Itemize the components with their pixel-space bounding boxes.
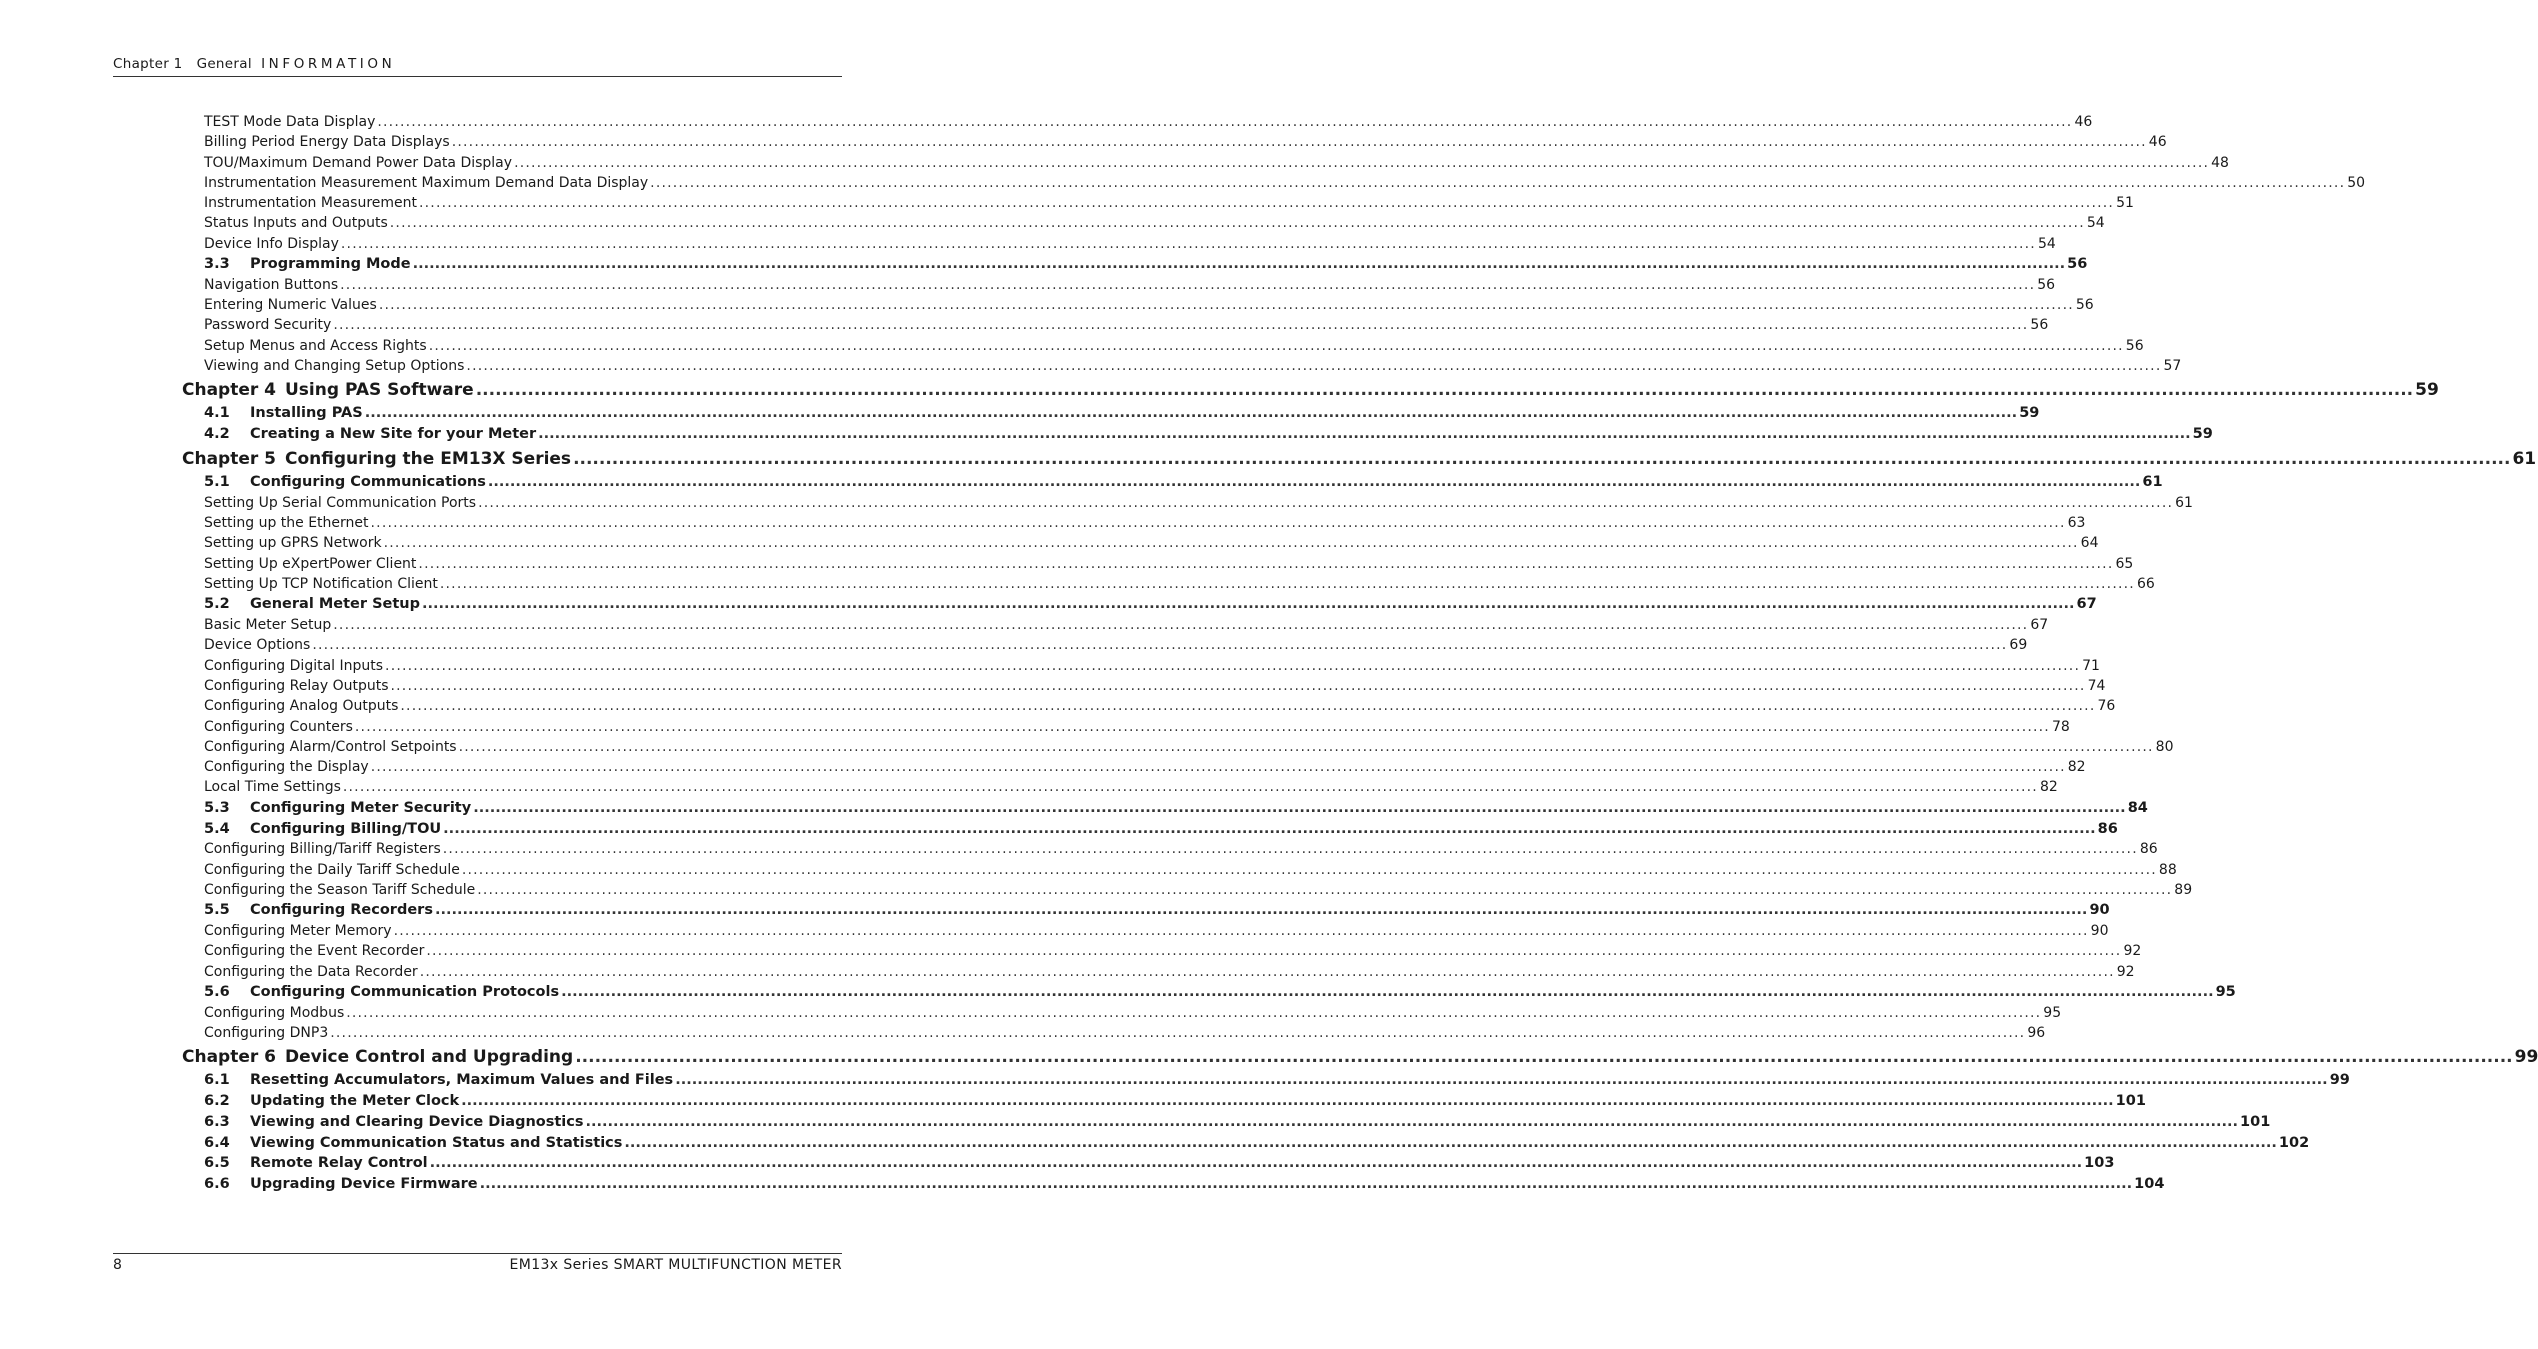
toc-entry-title	[204, 759, 371, 775]
toc-entry-label: Setting Up eXpertPower Client	[204, 555, 417, 572]
toc-entry[interactable]	[204, 902, 2110, 923]
toc-entry-title	[204, 134, 452, 150]
toc-entry-page: 57	[2163, 358, 2182, 375]
toc-entry-label: Instrumentation Measurement Maximum Demand Data Display	[204, 174, 649, 191]
toc-entry-title	[204, 515, 371, 531]
toc-entry-title	[204, 1135, 624, 1151]
toc-entry-page: 90	[2089, 902, 2110, 919]
toc-entry-title	[204, 256, 413, 272]
toc-entry-title	[204, 617, 333, 633]
toc-entry-title	[204, 175, 650, 191]
toc-entry[interactable]	[204, 718, 2070, 739]
leader-dots: ............................................................................................................................................................................................................................................................................................................	[418, 555, 2114, 572]
toc-entry-label: Creating a New Site for your Meter	[250, 426, 537, 443]
leader-dots: ............................................................................................................................................................................................................................................................................................................	[538, 426, 2191, 443]
toc-entry-label: Setup Menus and Access Rights	[204, 337, 427, 354]
toc-entry[interactable]	[204, 820, 2118, 842]
toc-entry-label: Viewing and Clearing Device Diagnostics	[250, 1113, 584, 1130]
leader-dots: ............................................................................................................................................................................................................................................................................................................	[400, 698, 2096, 715]
toc-entry-label: Configuring DNP3	[204, 1024, 329, 1041]
toc-entry-label: Viewing Communication Status and Statistics	[250, 1134, 623, 1151]
toc-entry-label: Setting Up Serial Communication Ports	[204, 494, 477, 511]
toc-entry-title	[204, 338, 429, 354]
toc-entry-title	[204, 1176, 480, 1192]
toc-entry-page: 104	[2134, 1176, 2165, 1193]
toc-entry-number: 5.4	[204, 820, 230, 837]
leader-dots: ............................................................................................................................................................................................................................................................................................................	[479, 1176, 2133, 1193]
toc-entry[interactable]	[204, 297, 2094, 317]
leader-dots: ............................................................................................................................................................................................................................................................................................................	[575, 1047, 2513, 1068]
toc-entry-label: Billing Period Energy Data Displays	[204, 134, 450, 151]
toc-entry-label: TEST Mode Data Display	[204, 114, 376, 130]
toc-entry-page: 99	[2329, 1072, 2350, 1089]
leader-dots: ............................................................................................................................................................................................................................................................................................................	[573, 448, 2511, 469]
toc-entry-page: 67	[2030, 617, 2049, 634]
toc-entry-title	[204, 297, 379, 313]
toc-entry-page: 80	[2155, 738, 2174, 755]
toc-entry-number: 6.4	[204, 1134, 230, 1151]
toc-entry-title	[204, 155, 514, 171]
toc-entry[interactable]	[204, 235, 2056, 256]
toc-entry-title	[204, 1155, 430, 1171]
toc-entry-page: 76	[2097, 698, 2116, 715]
toc-entry-page: 88	[2158, 861, 2177, 878]
leader-dots: ............................................................................................................................................................................................................................................................................................................	[419, 195, 2115, 212]
toc-entry[interactable]	[204, 759, 2086, 779]
toc-entry[interactable]	[204, 657, 2100, 678]
toc-entry[interactable]	[204, 515, 2086, 535]
toc-entry[interactable]	[204, 1072, 2350, 1093]
toc-entry-number: 6.2	[204, 1093, 230, 1110]
toc-entry-title	[204, 576, 440, 592]
toc-entry[interactable]	[204, 256, 2088, 277]
toc-entry[interactable]	[204, 698, 2116, 718]
toc-entry-page: 59	[2415, 380, 2439, 401]
toc-entry-page: 102	[2278, 1134, 2310, 1151]
toc-entry-title	[204, 841, 443, 857]
toc-entry[interactable]	[204, 841, 2158, 861]
header-chapter: Chapter 1	[113, 56, 183, 72]
toc-entry-page: 66	[2136, 575, 2155, 592]
toc-entry-label: Device Options	[204, 637, 311, 654]
toc-entry[interactable]	[204, 637, 2028, 657]
table-of-contents	[0, 114, 2538, 1197]
toc-entry[interactable]	[204, 405, 2040, 426]
toc-entry-page: 48	[2211, 154, 2229, 171]
leader-dots: ............................................................................................................................................................................................................................................................................................................	[624, 1134, 2277, 1151]
toc-entry-title	[204, 405, 365, 421]
toc-entry-page: 46	[2148, 134, 2167, 151]
toc-entry-title	[204, 964, 420, 980]
toc-entry-label: Basic Meter Setup	[204, 617, 332, 634]
leader-dots: ............................................................................................................................................................................................................................................................................................................	[461, 861, 2157, 878]
toc-entry-page: 56	[2075, 297, 2094, 314]
toc-entry-page: 101	[2240, 1113, 2271, 1130]
leader-dots: ............................................................................................................................................................................................................................................................................................................	[393, 922, 2089, 939]
toc-entry[interactable]	[182, 1047, 2538, 1072]
toc-entry-label: Configuring Communications	[250, 473, 486, 490]
toc-entry-label: Setting up the Ethernet	[204, 515, 369, 532]
toc-entry-label: General Meter Setup	[250, 596, 420, 613]
leader-dots: ............................................................................................................................................................................................................................................................................................................	[443, 820, 2096, 837]
leader-dots: ............................................................................................................................................................................................................................................................................................................	[340, 276, 2036, 293]
toc-entry[interactable]	[204, 861, 2177, 882]
toc-entry-title	[204, 902, 435, 918]
toc-entry-label: Configuring Meter Security	[250, 799, 472, 816]
toc-entry-page: 50	[2347, 174, 2366, 191]
toc-entry[interactable]	[204, 154, 2229, 175]
toc-entry-number: 3.3	[204, 256, 230, 273]
toc-entry-page: 96	[2027, 1024, 2046, 1041]
toc-entry-label: Device Control and Upgrading	[285, 1047, 574, 1068]
toc-entry-page: 51	[2116, 195, 2134, 212]
leader-dots: ............................................................................................................................................................................................................................................................................................................	[451, 134, 2147, 151]
toc-entry-page: 54	[2037, 235, 2056, 252]
toc-entry-title	[204, 1005, 346, 1021]
toc-entry-page: 99	[2514, 1047, 2538, 1068]
leader-dots: ............................................................................................................................................................................................................................................................................................................	[333, 617, 2029, 634]
toc-entry-label: Configuring the Season Tariff Schedule	[204, 881, 476, 898]
toc-entry-number: 4.2	[204, 426, 230, 443]
toc-entry-page: 56	[2125, 337, 2144, 354]
toc-entry[interactable]	[204, 1024, 2046, 1045]
toc-entry-label: Configuring Recorders	[250, 902, 433, 919]
toc-entry[interactable]	[204, 426, 2213, 447]
leader-dots: ............................................................................................................................................................................................................................................................................................................	[461, 1093, 2114, 1110]
toc-entry-page: 69	[2009, 637, 2028, 654]
toc-entry-page: 61	[2142, 473, 2163, 490]
leader-dots: ............................................................................................................................................................................................................................................................................................................	[419, 963, 2115, 980]
leader-dots: ............................................................................................................................................................................................................................................................................................................	[330, 1024, 2026, 1041]
toc-entry-page: 59	[2192, 426, 2213, 443]
leader-dots: ............................................................................................................................................................................................................................................................................................................	[342, 779, 2038, 796]
toc-entry-label: Configuring Relay Outputs	[204, 677, 389, 694]
leader-dots: ............................................................................................................................................................................................................................................................................................................	[514, 154, 2210, 171]
toc-entry-label: Setting up GPRS Network	[204, 535, 382, 552]
toc-entry-label: Configuring Meter Memory	[204, 922, 392, 939]
header-section-caps: INFORMATION	[261, 56, 396, 72]
toc-entry-title	[204, 215, 390, 231]
toc-entry[interactable]	[182, 448, 2537, 474]
toc-entry[interactable]	[204, 1093, 2146, 1114]
toc-entry-page: 86	[2097, 820, 2118, 837]
leader-dots: ............................................................................................................................................................................................................................................................................................................	[429, 1155, 2083, 1172]
toc-entry-page: 61	[2512, 448, 2537, 469]
leader-dots: ............................................................................................................................................................................................................................................................................................................	[385, 657, 2081, 674]
toc-entry[interactable]	[204, 596, 2097, 617]
toc-entry[interactable]	[204, 276, 2056, 297]
toc-entry-page: 103	[2084, 1155, 2115, 1172]
toc-entry-page: 92	[2123, 943, 2142, 960]
toc-entry-title	[204, 495, 478, 511]
toc-entry[interactable]	[204, 535, 2099, 555]
toc-entry-title	[204, 739, 459, 755]
toc-entry-label: Installing PAS	[250, 405, 363, 422]
leader-dots: ............................................................................................................................................................................................................................................................................................................	[412, 256, 2066, 273]
toc-entry[interactable]	[204, 575, 2155, 596]
toc-entry-page: 82	[2039, 779, 2058, 796]
toc-entry-number: 5.5	[204, 902, 230, 919]
toc-entry-label: Configuring the Data Recorder	[204, 963, 418, 980]
toc-entry-page: 56	[2030, 317, 2049, 334]
toc-entry-page: 61	[2175, 494, 2193, 511]
toc-entry-page: 86	[2139, 841, 2158, 858]
toc-entry-label: Device Info Display	[204, 235, 339, 252]
toc-entry-page: 71	[2082, 657, 2100, 674]
toc-entry[interactable]	[204, 677, 2106, 698]
toc-entry-label: Configuring the Display	[204, 759, 369, 776]
toc-entry[interactable]	[204, 943, 2142, 963]
leader-dots: ............................................................................................................................................................................................................................................................................................................	[650, 174, 2346, 191]
toc-entry[interactable]	[204, 1113, 2271, 1135]
toc-entry-title	[204, 658, 385, 674]
leader-dots: ............................................................................................................................................................................................................................................................................................................	[442, 841, 2138, 858]
toc-entry-label: Local Time Settings	[204, 779, 341, 796]
toc-entry-title	[204, 637, 312, 653]
toc-entry-number: Chapter 6	[182, 1047, 277, 1068]
leader-dots: ............................................................................................................................................................................................................................................................................................................	[312, 637, 2008, 654]
toc-entry-title	[204, 114, 377, 130]
toc-entry-label: Resetting Accumulators, Maximum Values and Files	[250, 1072, 674, 1089]
toc-entry-label: Configuring Analog Outputs	[204, 698, 399, 715]
toc-entry-page: 74	[2087, 677, 2106, 694]
toc-entry-page: 64	[2080, 535, 2099, 552]
toc-entry-page: 95	[2043, 1004, 2062, 1021]
toc-entry-title	[204, 556, 418, 572]
toc-entry-label: Status Inputs and Outputs	[204, 215, 388, 232]
toc-entry[interactable]	[204, 134, 2167, 154]
toc-entry[interactable]	[204, 1134, 2310, 1156]
toc-entry-title	[204, 779, 343, 795]
leader-dots: ............................................................................................................................................................................................................................................................................................................	[487, 473, 2141, 490]
leader-dots: ............................................................................................................................................................................................................................................................................................................	[426, 943, 2122, 960]
toc-entry-page: 90	[2090, 922, 2109, 939]
leader-dots: ............................................................................................................................................................................................................................................................................................................	[346, 1004, 2042, 1021]
toc-entry-number: 6.6	[204, 1176, 230, 1193]
toc-entry[interactable]	[204, 174, 2366, 195]
toc-entry-title	[182, 1047, 575, 1067]
toc-entry-number: 5.6	[204, 983, 230, 1000]
toc-entry-label: Viewing and Changing Setup Options	[204, 358, 465, 375]
toc-entry-page: 92	[2116, 963, 2135, 980]
leader-dots: ............................................................................................................................................................................................................................................................................................................	[383, 535, 2079, 552]
toc-entry[interactable]	[204, 1155, 2115, 1176]
leader-dots: ............................................................................................................................................................................................................................................................................................................	[377, 114, 2073, 130]
toc-entry-label: Configuring the EM13X Series	[285, 448, 572, 469]
toc-entry[interactable]	[204, 195, 2134, 215]
toc-entry-page: 59	[2019, 405, 2040, 422]
toc-entry-title	[204, 474, 488, 490]
toc-entry-title	[204, 358, 466, 374]
toc-entry-label: Upgrading Device Firmware	[250, 1176, 478, 1193]
toc-entry[interactable]	[204, 881, 2193, 902]
toc-entry-title	[204, 698, 400, 714]
toc-entry-number: 6.3	[204, 1113, 230, 1130]
toc-entry-title	[204, 1114, 586, 1130]
toc-entry-page: 65	[2115, 555, 2134, 572]
leader-dots: ............................................................................................................................................................................................................................................................................................................	[466, 358, 2162, 375]
footer-title: EM13x Series SMART MULTIFUNCTION METER	[509, 1257, 842, 1273]
toc-entry[interactable]	[204, 922, 2109, 943]
toc-entry[interactable]	[204, 494, 2193, 515]
toc-entry-label: Remote Relay Control	[250, 1155, 428, 1172]
leader-dots: ............................................................................................................................................................................................................................................................................................................	[439, 575, 2135, 592]
leader-dots: ............................................................................................................................................................................................................................................................................................................	[478, 494, 2174, 511]
toc-entry[interactable]	[204, 114, 2093, 134]
leader-dots: ............................................................................................................................................................................................................................................................................................................	[340, 235, 2036, 252]
toc-entry-title	[204, 800, 473, 816]
toc-entry-title	[204, 882, 477, 898]
toc-entry-title	[204, 317, 333, 333]
leader-dots: ............................................................................................................................................................................................................................................................................................................	[354, 718, 2050, 735]
toc-entry[interactable]	[204, 983, 2236, 1005]
toc-entry-label: Configuring Billing/Tariff Registers	[204, 841, 441, 858]
footer-page-number: 8	[113, 1257, 122, 1273]
toc-entry-label: Setting Up TCP Notification Client	[204, 575, 438, 592]
toc-entry[interactable]	[204, 1004, 2062, 1025]
toc-entry-title	[204, 678, 391, 694]
toc-entry-number: 5.3	[204, 799, 230, 816]
toc-entry-label: Configuring the Daily Tariff Schedule	[204, 861, 460, 878]
toc-entry-label: Configuring Alarm/Control Setpoints	[204, 738, 457, 755]
toc-entry-title	[204, 535, 384, 551]
header-section: General	[196, 56, 252, 72]
toc-entry[interactable]	[204, 617, 2049, 637]
toc-entry-label: Configuring Digital Inputs	[204, 657, 384, 674]
toc-entry-label: Configuring Counters	[204, 718, 353, 735]
leader-dots: ............................................................................................................................................................................................................................................................................................................	[390, 677, 2086, 694]
toc-entry-title	[204, 923, 394, 939]
toc-entry[interactable]	[204, 215, 2105, 235]
toc-entry-label: Navigation Buttons	[204, 276, 339, 293]
toc-entry-page: 101	[2115, 1093, 2146, 1110]
leader-dots: ............................................................................................................................................................................................................................................................................................................	[428, 337, 2124, 354]
toc-entry-page: 56	[2067, 256, 2088, 273]
toc-entry-page: 67	[2076, 596, 2097, 613]
leader-dots: ............................................................................................................................................................................................................................................................................................................	[458, 738, 2154, 755]
toc-entry-page: 54	[2086, 215, 2105, 232]
toc-entry-title	[204, 1093, 461, 1109]
toc-entry[interactable]	[204, 358, 2182, 378]
running-header	[113, 56, 842, 77]
toc-entry-number: Chapter 4	[182, 380, 277, 401]
toc-entry[interactable]	[204, 317, 2049, 337]
toc-entry-title	[204, 596, 422, 612]
toc-entry-label: Configuring Communication Protocols	[250, 983, 560, 1000]
toc-entry[interactable]	[204, 555, 2134, 576]
toc-entry-label: Updating the Meter Clock	[250, 1093, 460, 1110]
toc-entry-number: 5.1	[204, 473, 230, 490]
leader-dots: ............................................................................................................................................................................................................................................................................................................	[364, 405, 2018, 422]
toc-entry[interactable]	[204, 779, 2058, 799]
toc-entry-label: Entering Numeric Values	[204, 297, 377, 314]
toc-entry-page: 82	[2067, 759, 2086, 776]
leader-dots: ............................................................................................................................................................................................................................................................................................................	[370, 759, 2066, 776]
toc-entry[interactable]	[204, 473, 2163, 495]
toc-entry[interactable]	[204, 963, 2135, 984]
toc-entry-label: TOU/Maximum Demand Power Data Display	[204, 154, 513, 171]
toc-entry-label: Configuring Modbus	[204, 1004, 345, 1021]
toc-entry[interactable]	[182, 380, 2439, 405]
toc-entry[interactable]	[204, 738, 2174, 759]
leader-dots: ............................................................................................................................................................................................................................................................................................................	[473, 799, 2126, 816]
toc-entry-label: Using PAS Software	[285, 380, 474, 401]
toc-entry-title	[204, 426, 538, 442]
leader-dots: ............................................................................................................................................................................................................................................................................................................	[475, 380, 2414, 401]
toc-entry-title	[182, 449, 573, 469]
toc-entry-page: 84	[2127, 799, 2148, 816]
toc-entry-page: 78	[2051, 718, 2070, 735]
toc-entry-page: 89	[2174, 881, 2193, 898]
leader-dots: ............................................................................................................................................................................................................................................................................................................	[333, 317, 2029, 334]
toc-entry-label: Instrumentation Measurement	[204, 195, 417, 212]
leader-dots: ............................................................................................................................................................................................................................................................................................................	[370, 515, 2066, 532]
toc-entry-title	[204, 821, 443, 837]
toc-entry-number: 6.5	[204, 1155, 230, 1172]
toc-entry-page: 46	[2074, 114, 2093, 130]
leader-dots: ............................................................................................................................................................................................................................................................................................................	[561, 983, 2214, 1000]
leader-dots: ............................................................................................................................................................................................................................................................................................................	[477, 881, 2173, 898]
toc-entry-title	[204, 236, 341, 252]
toc-entry-title	[204, 195, 419, 211]
toc-entry-label: Programming Mode	[250, 256, 411, 273]
toc-entry-label: Configuring the Event Recorder	[204, 943, 425, 960]
toc-entry-title	[204, 943, 426, 959]
toc-entry-page: 63	[2067, 515, 2086, 532]
leader-dots: ............................................................................................................................................................................................................................................................................................................	[422, 596, 2075, 613]
toc-entry-title	[204, 862, 462, 878]
toc-entry[interactable]	[204, 799, 2148, 821]
running-footer	[113, 1253, 842, 1273]
toc-entry-title	[182, 380, 476, 400]
toc-entry-label: Password Security	[204, 317, 332, 334]
leader-dots: ............................................................................................................................................................................................................................................................................................................	[389, 215, 2085, 232]
toc-entry-number: 6.1	[204, 1072, 230, 1089]
leader-dots: ............................................................................................................................................................................................................................................................................................................	[378, 297, 2074, 314]
toc-entry-title	[204, 1072, 675, 1088]
leader-dots: ............................................................................................................................................................................................................................................................................................................	[585, 1113, 2239, 1130]
toc-entry[interactable]	[204, 337, 2144, 358]
toc-entry-title	[204, 984, 561, 1000]
toc-entry-label: Configuring Billing/TOU	[250, 820, 442, 837]
toc-entry[interactable]	[204, 1176, 2165, 1197]
leader-dots: ............................................................................................................................................................................................................................................................................................................	[434, 902, 2088, 919]
toc-entry-title	[204, 1025, 330, 1041]
toc-entry-title	[204, 277, 340, 293]
toc-entry-number: 4.1	[204, 405, 230, 422]
toc-entry-title	[204, 719, 355, 735]
toc-entry-number: 5.2	[204, 596, 230, 613]
toc-entry-page: 95	[2215, 983, 2236, 1000]
toc-entry-page: 56	[2037, 276, 2056, 293]
toc-entry-number: Chapter 5	[182, 448, 277, 469]
leader-dots: ............................................................................................................................................................................................................................................................................................................	[675, 1072, 2328, 1089]
